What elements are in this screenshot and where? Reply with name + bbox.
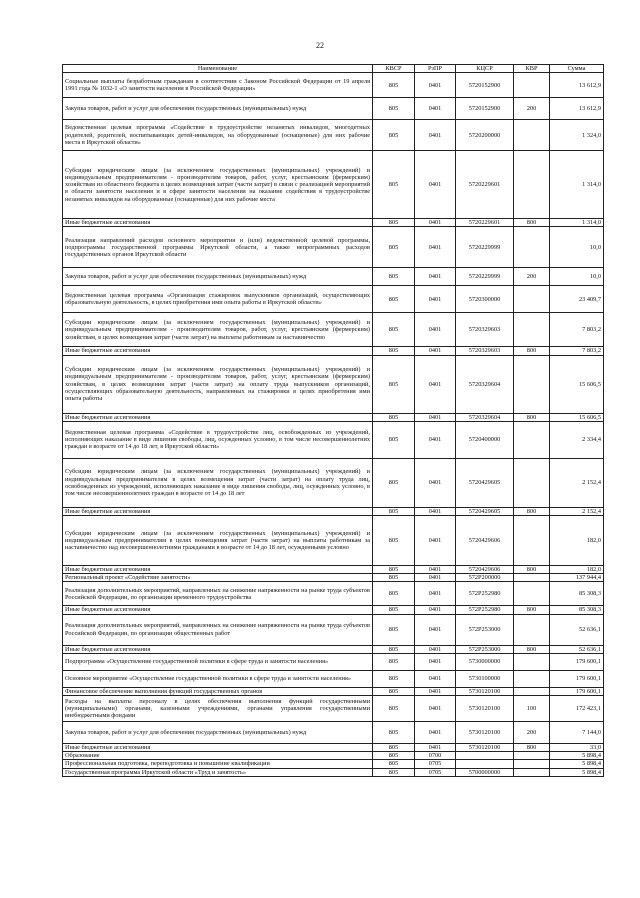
cell-name: Основное мероприятие «Осуществление государственной политики в сфере труда и занятости населения» (63, 670, 373, 687)
cell-sum: 179 600,1 (550, 670, 604, 687)
cell-kvsr: 805 (373, 120, 415, 151)
cell-kcsr: 5720400000 (456, 421, 514, 458)
cell-kvsr: 805 (373, 752, 415, 760)
table-row (63, 574, 604, 582)
cell-kvr (514, 151, 550, 219)
table-row (63, 421, 604, 458)
cell-sum: 15 606,5 (550, 413, 604, 421)
cell-name: Финансовое обеспечение выполнения функций государственных органов (63, 687, 373, 695)
cell-kvr: 800 (514, 347, 550, 355)
cell-kvsr: 805 (373, 268, 415, 286)
cell-rzpr: 0401 (415, 653, 456, 670)
cell-name: Реализация дополнительных мероприятий, направленных на снижение напряженности на рынке труда субъектов Российской Федерации, по организации временного трудоустройства (63, 582, 373, 606)
cell-kcsr: 5720229601 (456, 151, 514, 219)
cell-name: Субсидии юридическим лицам (за исключением государственных (муниципальных) учреждений) и индивидуальным предпринимателям в целях возмещения затрат (части затрат) на оплату труда лиц, освобожденных из учреждений, исполняющих наказание в виде лишения свободы, лиц, осужденных условно, в том числе несовершеннолетних граждан в возрасте от 14 до 18 лет (63, 458, 373, 507)
cell-sum: 7 803,2 (550, 347, 604, 355)
cell-kcsr: 572P253000 (456, 645, 514, 653)
cell-kvsr: 805 (373, 421, 415, 458)
cell-rzpr: 0401 (415, 73, 456, 98)
table-row (63, 768, 604, 776)
cell-kvsr: 805 (373, 516, 415, 566)
cell-name: Образование (63, 752, 373, 760)
cell-kcsr: 572P253000 (456, 614, 514, 645)
cell-sum: 1 314,0 (550, 219, 604, 227)
table-row (63, 73, 604, 98)
cell-kvr: 800 (514, 645, 550, 653)
page-number: 22 (316, 41, 324, 50)
cell-name: Профессиональная подготовка, переподготовка и повышение квалификации (63, 760, 373, 768)
cell-kvr: 800 (514, 219, 550, 227)
cell-kvsr: 805 (373, 768, 415, 776)
cell-kvr (514, 73, 550, 98)
cell-sum: 172 423,1 (550, 696, 604, 722)
table-row (63, 516, 604, 566)
cell-name: Иные бюджетные ассигнования (63, 347, 373, 355)
cell-sum: 7 803,2 (550, 313, 604, 347)
cell-rzpr: 0401 (415, 744, 456, 752)
cell-kvr (514, 582, 550, 606)
cell-kvr (514, 760, 550, 768)
cell-sum: 2 152,4 (550, 507, 604, 515)
table-row (63, 120, 604, 151)
cell-kcsr: 5720329603 (456, 347, 514, 355)
table-body (63, 73, 604, 777)
cell-kvr (514, 614, 550, 645)
cell-sum: 182,0 (550, 516, 604, 566)
cell-rzpr: 0401 (415, 421, 456, 458)
cell-kcsr: 5720429606 (456, 566, 514, 574)
table-row (63, 98, 604, 120)
cell-sum: 10,0 (550, 227, 604, 268)
cell-kcsr: 5720329604 (456, 355, 514, 413)
cell-kvsr: 805 (373, 151, 415, 219)
cell-name: Иные бюджетные ассигнования (63, 645, 373, 653)
cell-name: Субсидии юридическим лицам (за исключением государственных (муниципальных) учреждений) и индивидуальным предпринимателям - производителям товаров, работ, услуг, крестьянским (фермерским) хозяйствам из областного бюджета в целях возмещения затрат (части затрат) в связи с реализацией мероприятий в области занятости населения и в сфере занятости населения на оказание содействия в трудоустройстве незанятых инвалидов на оборудованные (оснащенные) для них рабочие места (63, 151, 373, 219)
cell-kcsr: 5720429606 (456, 516, 514, 566)
header-sum: Сумма (550, 65, 604, 73)
cell-kcsr: 5730120100 (456, 696, 514, 722)
cell-kvsr: 805 (373, 227, 415, 268)
cell-kvr (514, 516, 550, 566)
table-row (63, 722, 604, 744)
cell-kvsr: 805 (373, 574, 415, 582)
cell-kvsr: 805 (373, 744, 415, 752)
cell-name: Иные бюджетные ассигнования (63, 219, 373, 227)
cell-name: Иные бюджетные ассигнования (63, 507, 373, 515)
cell-sum: 85 308,3 (550, 606, 604, 614)
cell-sum: 7 144,0 (550, 722, 604, 744)
cell-name: Иные бюджетные ассигнования (63, 744, 373, 752)
cell-name: Расходы на выплаты персоналу в целях обеспечения выполнения функций государственными (муниципальными) органами, казенными учреждениями, органами управления государственными внебюджетными фондами (63, 696, 373, 722)
cell-kvsr: 805 (373, 722, 415, 744)
cell-kvsr: 805 (373, 566, 415, 574)
cell-kvr (514, 653, 550, 670)
cell-rzpr: 0401 (415, 606, 456, 614)
cell-kvsr: 805 (373, 653, 415, 670)
cell-kvr: 800 (514, 566, 550, 574)
header-name: Наименование (63, 65, 373, 73)
cell-sum: 52 636,1 (550, 614, 604, 645)
table-row (63, 566, 604, 574)
cell-kvr (514, 670, 550, 687)
cell-rzpr: 0401 (415, 120, 456, 151)
cell-sum: 2 152,4 (550, 458, 604, 507)
cell-kcsr: 572P252980 (456, 606, 514, 614)
cell-kvsr: 805 (373, 606, 415, 614)
cell-kvr: 200 (514, 722, 550, 744)
cell-kcsr: 5730120100 (456, 722, 514, 744)
header-rzpr: РзПР (415, 65, 456, 73)
cell-kvsr: 805 (373, 458, 415, 507)
cell-kvsr: 805 (373, 355, 415, 413)
table-row (63, 286, 604, 313)
cell-rzpr: 0401 (415, 696, 456, 722)
header-kcsr: КЦСР (456, 65, 514, 73)
header-kvr: КВР (514, 65, 550, 73)
cell-kvr: 800 (514, 413, 550, 421)
cell-sum: 85 308,3 (550, 582, 604, 606)
cell-kvsr: 805 (373, 286, 415, 313)
cell-rzpr: 0401 (415, 645, 456, 653)
cell-name: Субсидии юридическим лицам (за исключением государственных (муниципальных) учреждений) и индивидуальным предпринимателям в целях возмещения затрат (части затрат) на выплаты работникам за наставничество над несовершеннолетними гражданами в возрасте от 14 до 18 лет, осужденными условно (63, 516, 373, 566)
cell-name: Иные бюджетные ассигнования (63, 566, 373, 574)
table-row (63, 752, 604, 760)
cell-rzpr: 0401 (415, 507, 456, 515)
cell-rzpr: 0401 (415, 582, 456, 606)
table-row (63, 355, 604, 413)
cell-kcsr: 5720229999 (456, 268, 514, 286)
cell-kvr: 800 (514, 744, 550, 752)
cell-sum: 33,0 (550, 744, 604, 752)
cell-kcsr: 572P252980 (456, 582, 514, 606)
table-row (63, 227, 604, 268)
cell-kvr (514, 355, 550, 413)
cell-kcsr: 5730000000 (456, 653, 514, 670)
cell-sum: 1 324,0 (550, 120, 604, 151)
cell-sum: 15 606,5 (550, 355, 604, 413)
table-header-row (63, 65, 604, 73)
cell-kvsr: 805 (373, 687, 415, 695)
cell-kvsr: 805 (373, 614, 415, 645)
cell-kvsr: 805 (373, 696, 415, 722)
cell-kcsr: 5730120100 (456, 687, 514, 695)
cell-rzpr: 0401 (415, 722, 456, 744)
table-row (63, 744, 604, 752)
table-row (63, 696, 604, 722)
cell-name: Закупка товаров, работ и услуг для обеспечения государственных (муниципальных) нужд (63, 268, 373, 286)
cell-kvr (514, 687, 550, 695)
cell-kvr (514, 313, 550, 347)
cell-name: Закупка товаров, работ и услуг для обеспечения государственных (муниципальных) нужд (63, 722, 373, 744)
table-row (63, 219, 604, 227)
cell-kvsr: 805 (373, 413, 415, 421)
cell-sum: 1 314,0 (550, 151, 604, 219)
table-row (63, 151, 604, 219)
cell-kcsr: 5700000000 (456, 768, 514, 776)
cell-kvr (514, 120, 550, 151)
cell-kvr: 100 (514, 696, 550, 722)
cell-kcsr: 5720229601 (456, 219, 514, 227)
cell-kvr (514, 574, 550, 582)
cell-kvr: 800 (514, 507, 550, 515)
cell-sum: 5 898,4 (550, 760, 604, 768)
table-row (63, 653, 604, 670)
cell-sum: 2 334,4 (550, 421, 604, 458)
cell-kcsr: 5720429605 (456, 507, 514, 515)
cell-rzpr: 0700 (415, 752, 456, 760)
cell-sum: 13 612,9 (550, 98, 604, 120)
cell-kvsr: 805 (373, 645, 415, 653)
cell-kvsr: 805 (373, 347, 415, 355)
cell-name: Социальные выплаты безработным гражданам в соответствии с Законом Российской Федерации от 19 апреля 1991 года № 1032-1 «О занятости населения в Российской Федерации» (63, 73, 373, 98)
cell-name: Субсидии юридическим лицам (за исключением государственных (муниципальных) учреждений) и индивидуальным предпринимателям - производителям товаров, работ, услуг, крестьянским (фермерским) хозяйствам, в целях возмещения затрат (части затрат) на выплаты работникам за наставничество (63, 313, 373, 347)
table-row (63, 670, 604, 687)
cell-name: Иные бюджетные ассигнования (63, 413, 373, 421)
budget-table (62, 64, 604, 777)
cell-kcsr: 5720200000 (456, 120, 514, 151)
cell-kvr: 200 (514, 268, 550, 286)
table-row (63, 313, 604, 347)
table-row (63, 413, 604, 421)
cell-rzpr: 0401 (415, 574, 456, 582)
cell-kvsr: 805 (373, 582, 415, 606)
cell-sum: 137 944,4 (550, 574, 604, 582)
cell-rzpr: 0401 (415, 286, 456, 313)
cell-name: Ведомственная целевая программа «Организация стажировок выпускников организаций, осуществляющих образовательную деятельность, в целях приобретения ими опыта работы в Иркутской области» (63, 286, 373, 313)
cell-name: Подпрограмма «Осуществление государственной политики в сфере труда и занятости населения» (63, 653, 373, 670)
cell-sum: 5 898,4 (550, 768, 604, 776)
table-row (63, 268, 604, 286)
table-row (63, 507, 604, 515)
cell-kvsr: 805 (373, 313, 415, 347)
cell-rzpr: 0401 (415, 151, 456, 219)
cell-kcsr: 5720329603 (456, 313, 514, 347)
cell-rzpr: 0401 (415, 413, 456, 421)
cell-kvr: 200 (514, 98, 550, 120)
cell-name: Реализация дополнительных мероприятий, направленных на снижение напряженности на рынке труда субъектов Российской Федерации, по организации общественных работ (63, 614, 373, 645)
cell-kvsr: 805 (373, 73, 415, 98)
cell-kvr (514, 458, 550, 507)
cell-sum: 13 612,9 (550, 73, 604, 98)
cell-name: Иные бюджетные ассигнования (63, 606, 373, 614)
cell-name: Субсидии юридическим лицам (за исключением государственных (муниципальных) учреждений) и индивидуальным предпринимателям - производителям товаров, работ, услуг, крестьянским (фермерским) хозяйствам, в целях возмещения затрат (части затрат) на оплату труда выпускников организаций, осуществляющих образовательную деятельность, направленных на стажировки в целях приобретения ими опыта работы (63, 355, 373, 413)
cell-kvr: 800 (514, 606, 550, 614)
cell-kvr (514, 752, 550, 760)
cell-rzpr: 0401 (415, 347, 456, 355)
cell-name: Государственная программа Иркутской области «Труд и занятость» (63, 768, 373, 776)
cell-rzpr: 0705 (415, 760, 456, 768)
cell-rzpr: 0401 (415, 516, 456, 566)
cell-rzpr: 0401 (415, 614, 456, 645)
cell-sum: 52 636,1 (550, 645, 604, 653)
cell-kcsr: 5720429605 (456, 458, 514, 507)
cell-rzpr: 0705 (415, 768, 456, 776)
cell-name: Закупка товаров, работ и услуг для обеспечения государственных (муниципальных) нужд (63, 98, 373, 120)
cell-rzpr: 0401 (415, 355, 456, 413)
cell-kvsr: 805 (373, 760, 415, 768)
cell-rzpr: 0401 (415, 268, 456, 286)
cell-sum: 23 409,7 (550, 286, 604, 313)
cell-sum: 10,0 (550, 268, 604, 286)
cell-kvsr: 805 (373, 507, 415, 515)
cell-rzpr: 0401 (415, 313, 456, 347)
cell-rzpr: 0401 (415, 458, 456, 507)
cell-kvsr: 805 (373, 670, 415, 687)
cell-rzpr: 0401 (415, 219, 456, 227)
cell-name: Ведомственная целевая программа «Содействие в трудоустройстве лиц, освобожденных из учреждений, исполняющих наказание в виде лишения свободы, лиц, осужденных условно, в том числе несовершеннолетних граждан в возрасте от 14 до 18 лет, в Иркутской области» (63, 421, 373, 458)
cell-kcsr: 5720152900 (456, 73, 514, 98)
cell-kcsr (456, 760, 514, 768)
cell-rzpr: 0401 (415, 687, 456, 695)
table-row (63, 614, 604, 645)
cell-sum: 5 898,4 (550, 752, 604, 760)
cell-kcsr: 5730100000 (456, 670, 514, 687)
cell-kcsr (456, 752, 514, 760)
cell-kcsr: 5730120100 (456, 744, 514, 752)
cell-sum: 179 600,1 (550, 687, 604, 695)
table-row (63, 687, 604, 695)
cell-rzpr: 0401 (415, 566, 456, 574)
cell-name: Реализация направлений расходов основного мероприятия и (или) ведомственной целевой программы, подпрограммы государственной программы Иркутской области, а также непрограммных расходов государственных органов Иркутской области (63, 227, 373, 268)
table-row (63, 458, 604, 507)
cell-kcsr: 572P200000 (456, 574, 514, 582)
cell-rzpr: 0401 (415, 98, 456, 120)
cell-kcsr: 5720152900 (456, 98, 514, 120)
cell-rzpr: 0401 (415, 670, 456, 687)
cell-kcsr: 5720329604 (456, 413, 514, 421)
cell-kvr (514, 768, 550, 776)
table-row (63, 606, 604, 614)
cell-kvsr: 805 (373, 219, 415, 227)
table-row (63, 645, 604, 653)
cell-sum: 179 600,1 (550, 653, 604, 670)
cell-kcsr: 5720229999 (456, 227, 514, 268)
cell-kvsr: 805 (373, 98, 415, 120)
header-kvsr: КВСР (373, 65, 415, 73)
cell-kvr (514, 421, 550, 458)
cell-kvr (514, 227, 550, 268)
cell-rzpr: 0401 (415, 227, 456, 268)
cell-name: Ведомственная целевая программа «Содействие в трудоустройстве незанятых инвалидов, многодетных родителей, родителей, воспитывающих детей-инвалидов, на оборудованные (оснащенные) для них рабочие места в Иркутской области» (63, 120, 373, 151)
table-row (63, 760, 604, 768)
cell-kcsr: 5720300000 (456, 286, 514, 313)
cell-sum: 182,0 (550, 566, 604, 574)
cell-name: Региональный проект «Содействие занятости» (63, 574, 373, 582)
table-row (63, 582, 604, 606)
cell-kvr (514, 286, 550, 313)
table-row (63, 347, 604, 355)
